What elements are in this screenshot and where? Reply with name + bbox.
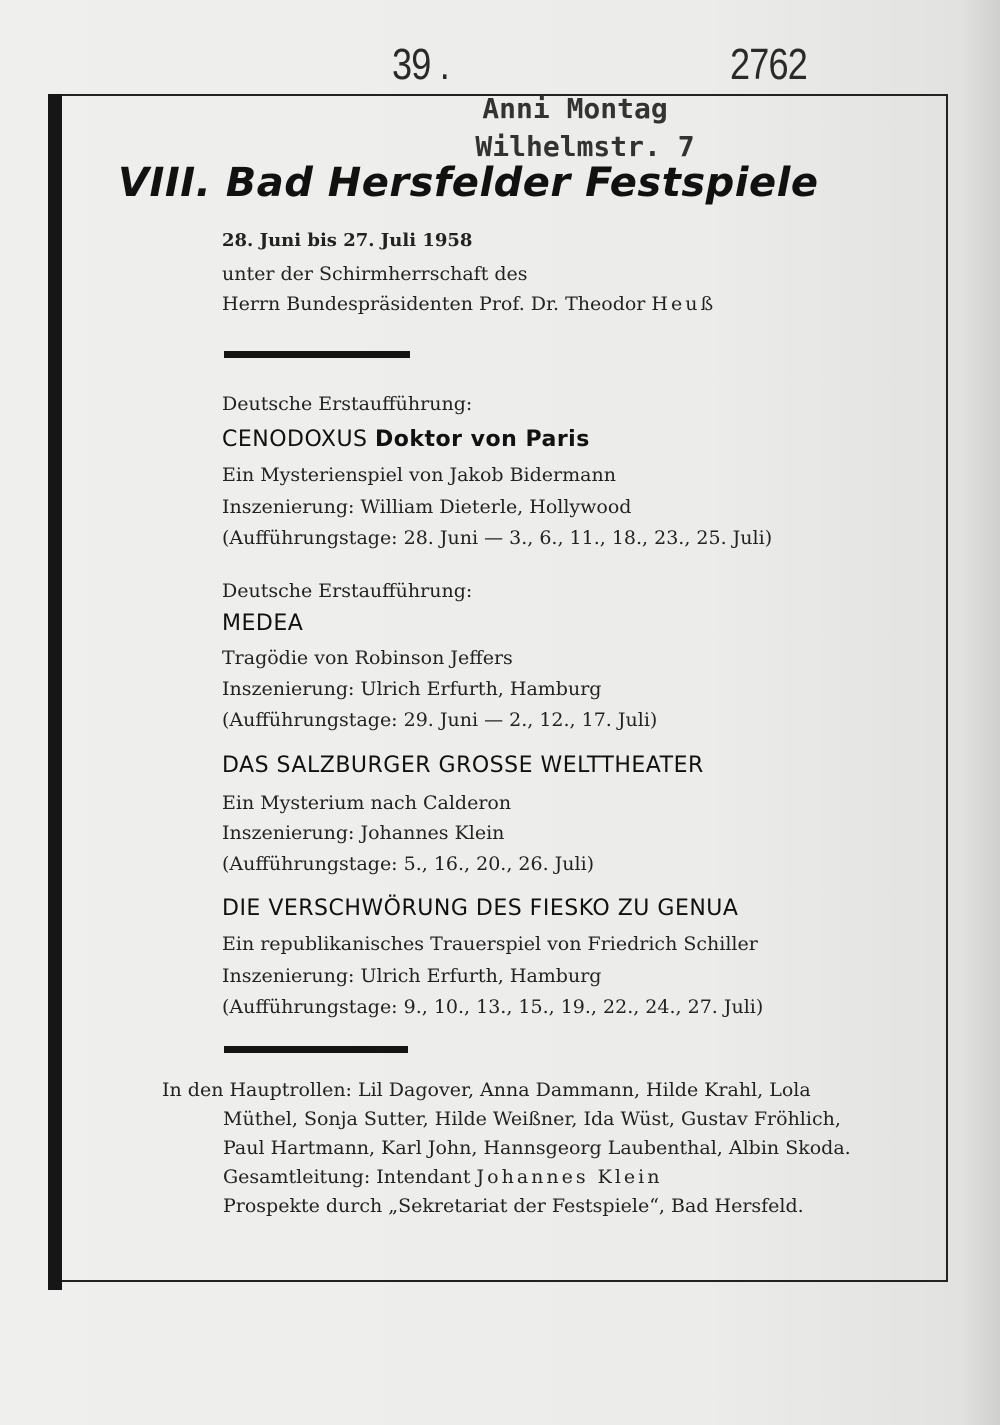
cast-line-3: Paul Hartmann, Karl John, Hannsgeorg Laubenthal, Albin Skoda. (223, 1137, 851, 1159)
address-stamp-street: Wilhelmstr. 7 (475, 130, 695, 163)
divider-rule-bottom (224, 1046, 408, 1053)
play-1-description: Ein Mysterienspiel von Jakob Bidermann (222, 464, 616, 486)
play-4-title: DIE VERSCHWÖRUNG DES FIESKO ZU GENUA (222, 896, 739, 921)
play-2-premiere: Deutsche Erstaufführung: (222, 580, 473, 602)
play-2-direction: Inszenierung: Ulrich Erfurth, Hamburg (222, 678, 602, 700)
management-line (162, 1163, 912, 1192)
cast-line-1: In den Hauptrollen: Lil Dagover, Anna Dammann, Hilde Krahl, Lola (162, 1079, 811, 1101)
cast-block (162, 1076, 912, 1221)
play-1-title (222, 427, 590, 452)
patron-line-1: unter der Schirmherrschaft des (222, 263, 528, 285)
brochures-line: Prospekte durch „Sekretariat der Festspiele“, Bad Hersfeld. (223, 1195, 804, 1217)
frame-left-bar (48, 94, 62, 1290)
play-2-dates: (Aufführungstage: 29. Juni — 2., 12., 17. Juli) (222, 709, 658, 731)
handwritten-number-right: 2762 (730, 40, 807, 89)
play-1-direction: Inszenierung: William Dieterle, Hollywood (222, 496, 632, 518)
play-3-dates: (Aufführungstage: 5., 16., 20., 26. Juli) (222, 853, 595, 875)
festival-dates: 28. Juni bis 27. Juli 1958 (222, 230, 473, 251)
play-1-title-main: CENODOXUS (222, 427, 368, 452)
festival-title: VIII. Bad Hersfelder Festspiele (118, 160, 819, 206)
play-3-direction: Inszenierung: Johannes Klein (222, 822, 505, 844)
cast-line-2: Müthel, Sonja Sutter, Hilde Weißner, Ida Wüst, Gustav Fröhlich, (223, 1108, 841, 1130)
patron-name: Heuß (651, 293, 717, 315)
play-1-dates: (Aufführungstage: 28. Juni — 3., 6., 11., 18., 23., 25. Juli) (222, 527, 773, 549)
play-3-description: Ein Mysterium nach Calderon (222, 792, 512, 814)
divider-rule-top (224, 351, 410, 358)
play-1-premiere: Deutsche Erstaufführung: (222, 393, 473, 415)
play-4-direction: Inszenierung: Ulrich Erfurth, Hamburg (222, 965, 602, 987)
play-2-description: Tragödie von Robinson Jeffers (222, 647, 513, 669)
play-4-dates: (Aufführungstage: 9., 10., 13., 15., 19., 22., 24., 27. Juli) (222, 996, 764, 1018)
address-stamp-name: Anni Montag (482, 92, 668, 125)
patron-line-2 (222, 293, 716, 315)
play-4-description: Ein republikanisches Trauerspiel von Friedrich Schiller (222, 933, 758, 955)
management-name: Johannes Klein (476, 1166, 663, 1188)
patron-prefix: Herrn Bundespräsidenten Prof. Dr. Theodor (222, 293, 646, 315)
play-1-title-sub: Doktor von Paris (375, 427, 590, 452)
play-3-title: DAS SALZBURGER GROSSE WELTTHEATER (222, 753, 704, 778)
management-prefix: Gesamtleitung: Intendant (223, 1166, 471, 1188)
handwritten-number-left: 39 . (392, 40, 449, 89)
play-2-title: MEDEA (222, 611, 304, 636)
